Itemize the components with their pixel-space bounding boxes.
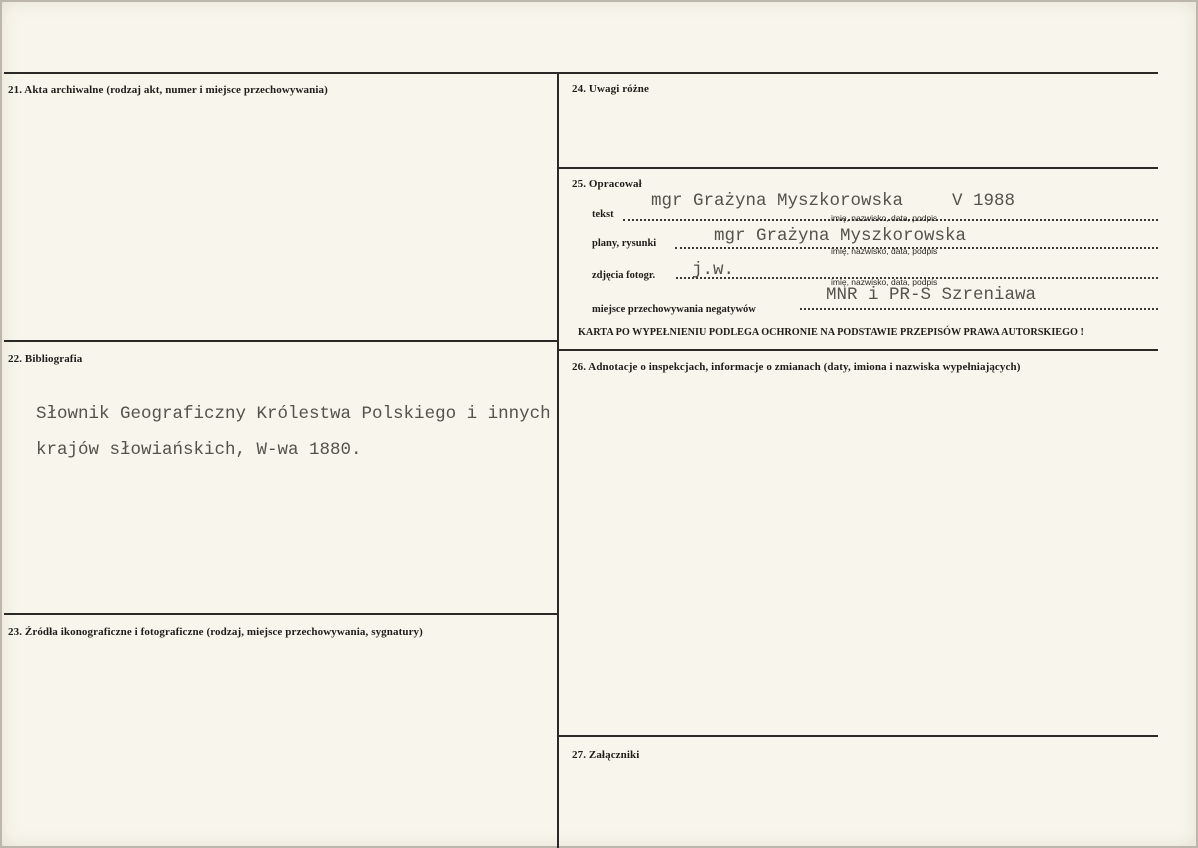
section-25-label: 25. Opracował xyxy=(572,178,642,190)
zdjecia-sub: imię, nazwisko, data, podpis xyxy=(831,277,938,287)
rule-21-22 xyxy=(4,340,558,342)
section-22-label: 22. Bibliografia xyxy=(8,353,83,365)
tekst-date: V 1988 xyxy=(952,191,1016,211)
plany-sub: imię, nazwisko, data, podpis xyxy=(831,246,938,256)
bibliography-line-2: krajów słowiańskich, W-wa 1880. xyxy=(36,440,362,460)
section-24-label: 24. Uwagi różne xyxy=(572,83,649,95)
rule-22-23 xyxy=(4,613,558,615)
tekst-label: tekst xyxy=(592,209,614,220)
copyright-notice: KARTA PO WYPEŁNIENIU PODLEGA OCHRONIE NA PODSTAWIE PRZEPISÓW PRAWA AUTORSKIEGO ! xyxy=(578,327,1084,338)
tekst-value: mgr Grażyna Myszkorowska xyxy=(651,191,904,211)
rule-25-26 xyxy=(558,349,1158,351)
rule-24-25 xyxy=(558,167,1158,169)
section-23-label: 23. Źródła ikonograficzne i fotograficzne (rodzaj, miejsce przechowywania, sygnatury) xyxy=(8,626,423,638)
zdjecia-label: zdjęcia fotogr. xyxy=(592,270,656,281)
negatywy-value: MNR i PR-S Szreniawa xyxy=(826,285,1037,305)
negatywy-dotted-line xyxy=(800,308,1158,310)
section-26-label: 26. Adnotacje o inspekcjach, informacje o zmianach (daty, imiona i nazwiska wypełniających) xyxy=(572,361,1021,373)
bibliography-line-1: Słownik Geograficzny Królestwa Polskiego i innych xyxy=(36,404,551,424)
section-27-label: 27. Załączniki xyxy=(572,749,640,761)
rule-26-27 xyxy=(558,735,1158,737)
tekst-sub: imię, nazwisko, data, podpis xyxy=(831,213,938,223)
plany-value: mgr Grażyna Myszkorowska xyxy=(714,226,967,246)
negatywy-label: miejsce przechowywania negatywów xyxy=(592,304,756,315)
top-rule xyxy=(4,72,1158,74)
section-21-label: 21. Akta archiwalne (rodzaj akt, numer i miejsce przechowywania) xyxy=(8,84,328,96)
plany-label: plany, rysunki xyxy=(592,238,657,249)
zdjecia-value: j.w. xyxy=(692,260,735,280)
center-divider xyxy=(557,72,559,848)
